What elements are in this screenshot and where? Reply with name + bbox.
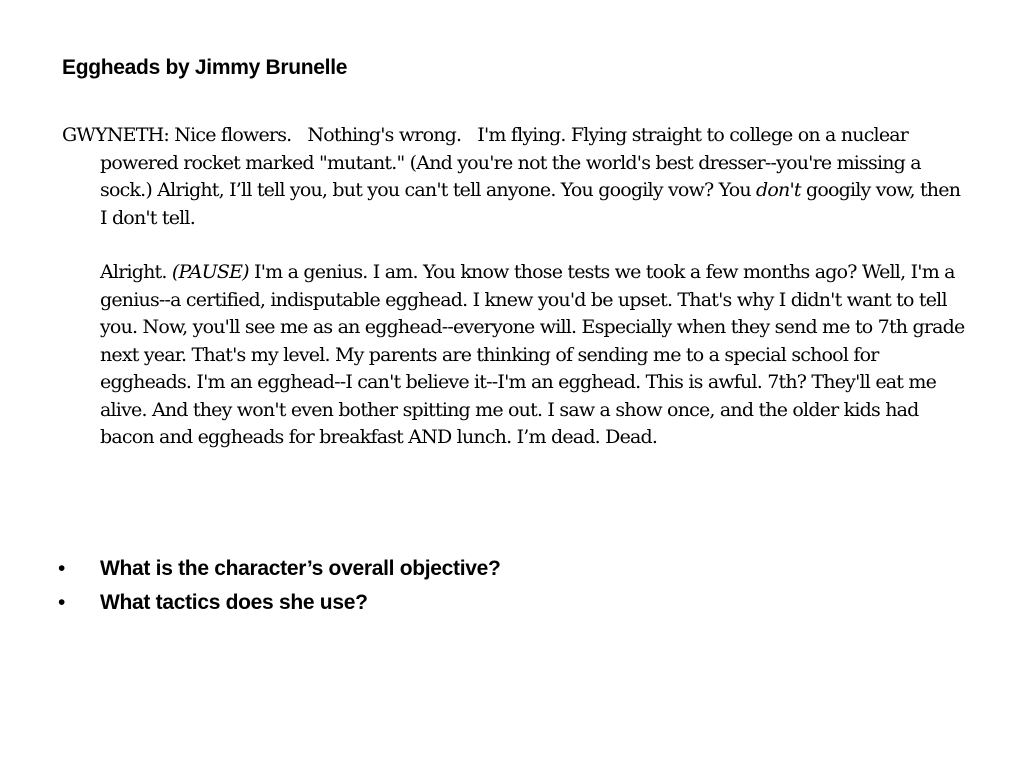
line-googily-vow: googily vow, then I don't tell. xyxy=(100,179,961,229)
line-alright: Alright. xyxy=(100,261,167,283)
question-text: What tactics does she use? xyxy=(100,591,368,614)
stage-direction-pause: (PAUSE) xyxy=(171,261,249,283)
line-nothings-wrong: Nothing's wrong. xyxy=(307,124,462,146)
line-nice-flowers: Nice flowers. xyxy=(174,124,292,146)
monologue-text xyxy=(62,122,967,452)
monologue-paragraph-1 xyxy=(62,122,967,232)
monologue-paragraph-2 xyxy=(62,259,967,452)
bullet-icon: • xyxy=(58,591,66,614)
line-flying: I'm flying. Flying straight to college on a nuclear powered rocket marked "mutant." (And you're not the world's best dresser--you're missing a sock.) Alright, I’ll tell you, but you can't tell anyone. You googily vow? You xyxy=(100,124,921,201)
bullet-icon: • xyxy=(58,557,66,580)
question-text: What is the character’s overall objective? xyxy=(100,557,501,580)
slide-title: Eggheads by Jimmy Brunelle xyxy=(62,56,348,79)
italic-dont: don't xyxy=(756,179,801,201)
speaker-name: GWYNETH: xyxy=(62,124,169,146)
question-list xyxy=(58,552,501,620)
line-genius: I'm a genius. I am. You know those tests we took a few months ago? Well, I'm a genius--a certified, indisputable egghead. I knew you'd be upset. That's why I didn't want to tell you. Now, you'll see me as an egghead--everyone will. Especially when they send me to 7th grade next year. That's my level. My parents are thinking of sending me to a special school for eggheads. I'm an egghead--I can't believe it--I'm an egghead. This is awful. 7th? They'll eat me alive. And they won't even bother spitting me out. I saw a show once, and the older kids had bacon and eggheads for breakfast AND lunch. I’m dead. Dead. xyxy=(100,261,965,448)
question-item xyxy=(58,586,501,620)
question-item xyxy=(58,552,501,586)
